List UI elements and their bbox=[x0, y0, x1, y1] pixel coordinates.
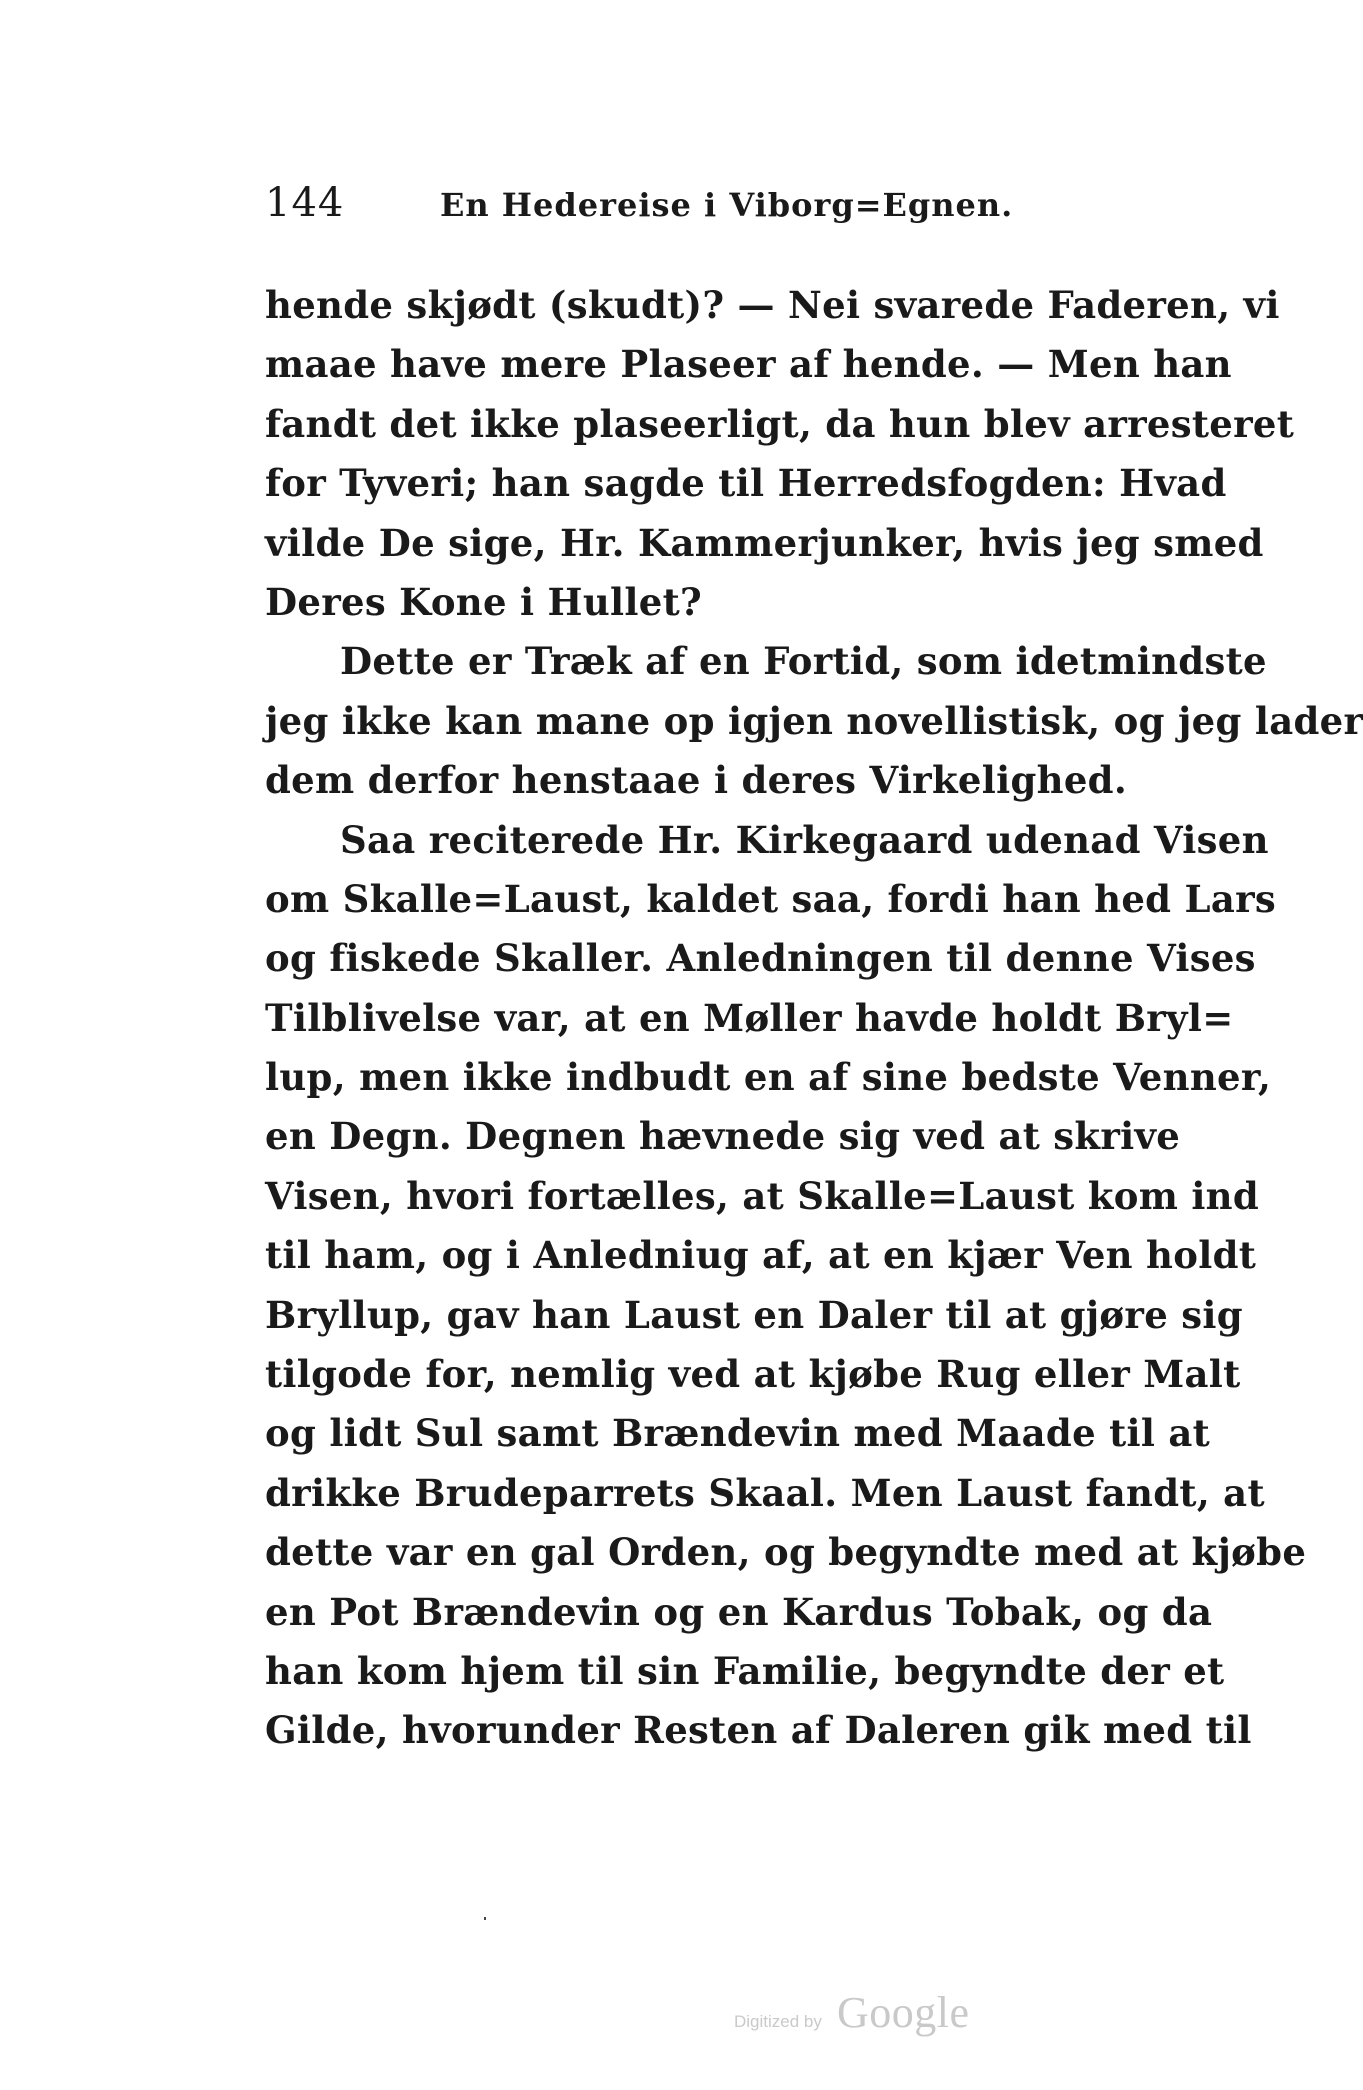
paragraph-start: Dette er Træk af en Fortid, som idetmindste bbox=[340, 639, 1267, 684]
page-number: 144 bbox=[265, 180, 345, 226]
text-line: en Pot Brændevin og en Kardus Tobak, og da bbox=[265, 1589, 1213, 1634]
text-line: fandt det ikke plaseerligt, da hun blev arresteret bbox=[265, 401, 1295, 446]
text-line: maae have mere Plaseer af hende. — Men han bbox=[265, 342, 1232, 387]
text-line: jeg ikke kan mane op igjen novellistisk, og jeg lader bbox=[265, 698, 1363, 743]
text-line: Bryllup, gav han Laust en Daler til at gjøre sig bbox=[265, 1292, 1243, 1337]
running-title: En Hedereise i Viborg=Egnen. bbox=[440, 186, 1014, 224]
text-line: Tilblivelse var, at en Møller havde holdt Bryl= bbox=[265, 995, 1234, 1040]
text-line: drikke Brudeparrets Skaal. Men Laust fandt, at bbox=[265, 1470, 1265, 1515]
text-line: en Degn. Degnen hævnede sig ved at skrive bbox=[265, 1114, 1181, 1159]
text-line: for Tyveri; han sagde til Herredsfogden: Hvad bbox=[265, 461, 1227, 506]
text-line: Gilde, hvorunder Resten af Daleren gik med til bbox=[265, 1708, 1252, 1753]
text-line: lup, men ikke indbudt en af sine bedste Venner, bbox=[265, 1055, 1272, 1100]
text-line: og fiskede Skaller. Anledningen til denne Vises bbox=[265, 936, 1256, 981]
page-header bbox=[265, 176, 1125, 230]
text-line: dette var en gal Orden, og begyndte med at kjøbe bbox=[265, 1530, 1307, 1575]
text-line: om Skalle=Laust, kaldet saa, fordi han hed Lars bbox=[265, 876, 1277, 921]
ink-speck bbox=[484, 1917, 486, 1920]
text-line: dem derfor henstaae i deres Virkelighed. bbox=[265, 758, 1128, 803]
text-line: og lidt Sul samt Brændevin med Maade til at bbox=[265, 1411, 1211, 1456]
text-line: tilgode for, nemlig ved at kjøbe Rug eller Malt bbox=[265, 1352, 1241, 1397]
text-line: til ham, og i Anledniug af, at en kjær Ven holdt bbox=[265, 1233, 1257, 1278]
text-line: Deres Kone i Hullet? bbox=[265, 579, 702, 624]
digitization-watermark bbox=[734, 1990, 994, 2040]
text-line: han kom hjem til sin Familie, begyndte der et bbox=[265, 1648, 1225, 1693]
watermark-logo: Google bbox=[837, 1988, 970, 2037]
text-line: vilde De sige, Hr. Kammerjunker, hvis jeg smed bbox=[265, 520, 1264, 565]
watermark-prefix: Digitized by bbox=[734, 2012, 822, 2031]
text-line: Visen, hvori fortælles, at Skalle=Laust kom ind bbox=[265, 1173, 1260, 1218]
body-text bbox=[265, 276, 1363, 1761]
paragraph-start: Saa reciterede Hr. Kirkegaard udenad Visen bbox=[340, 817, 1269, 862]
text-line: hende skjødt (skudt)? — Nei svarede Faderen, vi bbox=[265, 283, 1280, 327]
